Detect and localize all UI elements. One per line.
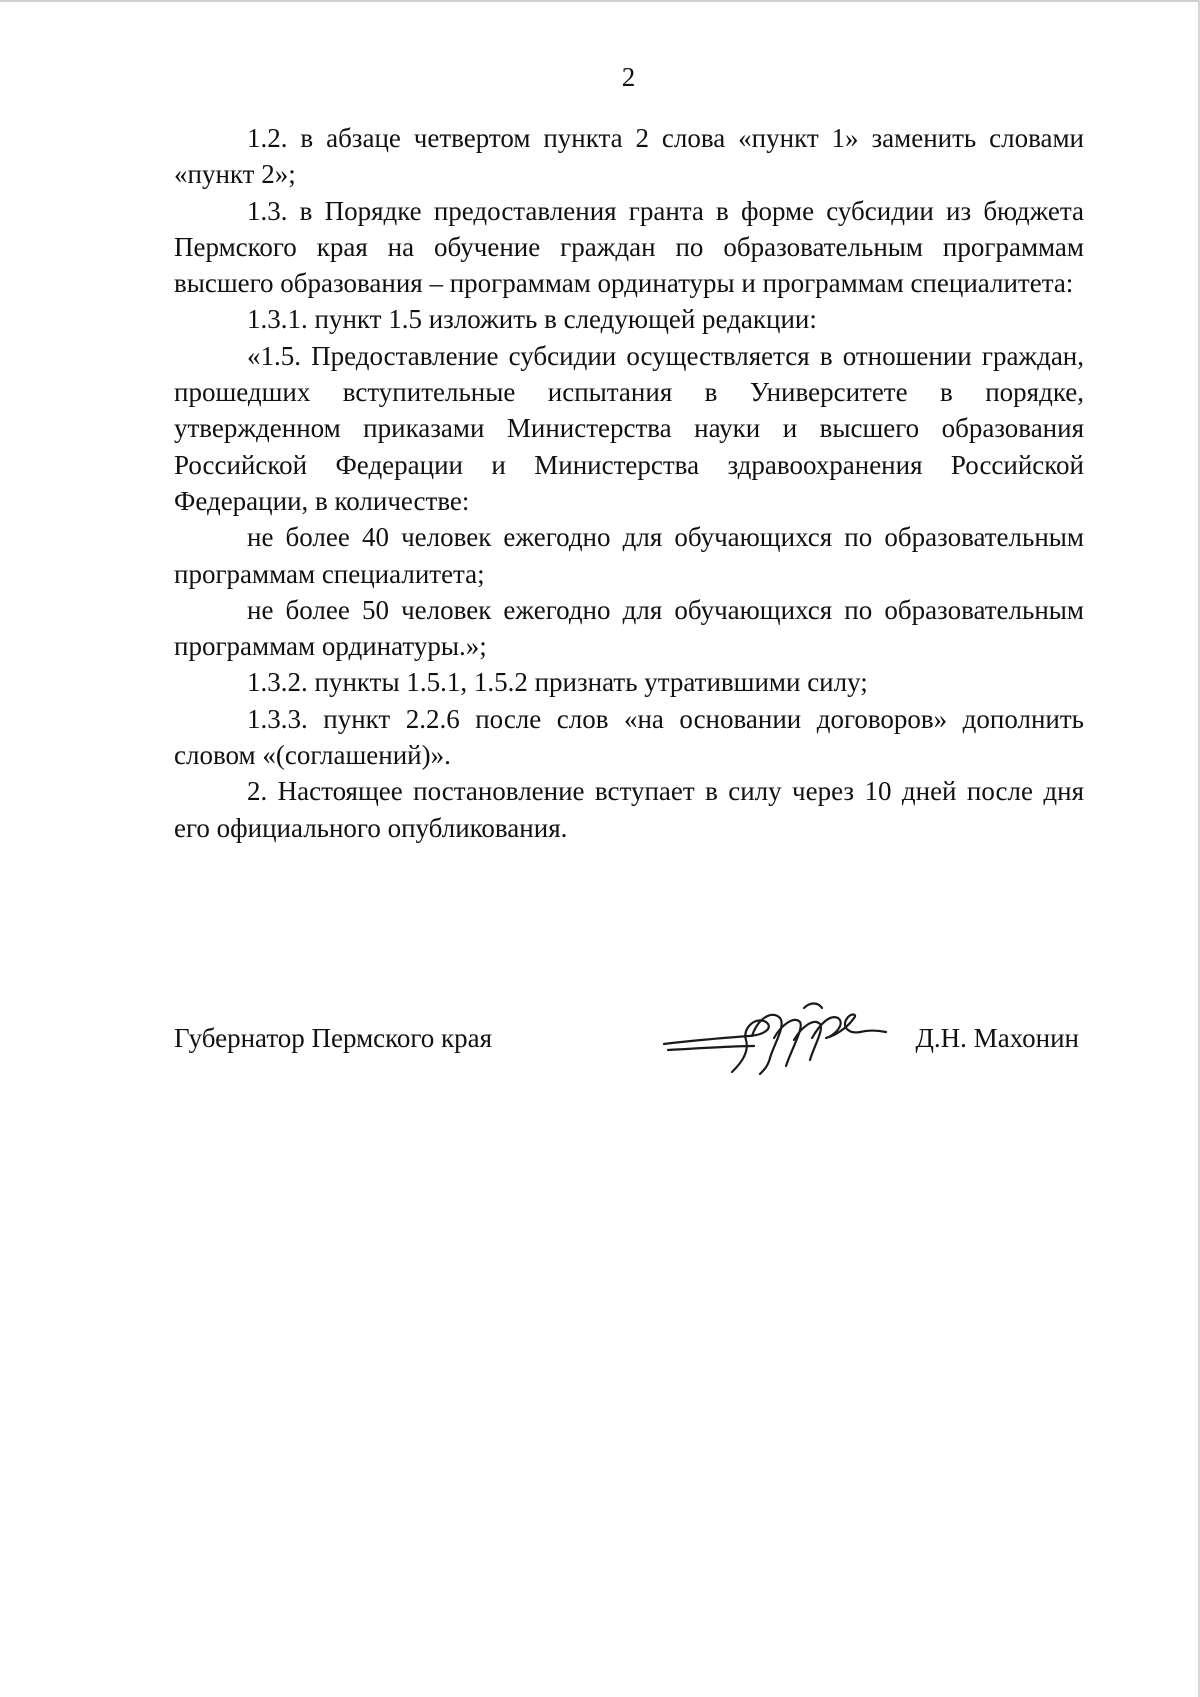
scan-edge-top: [0, 0, 1200, 2]
paragraph-specialty-quota: не более 40 человек ежегодно для обучающихся по образовательным программам специалитета;: [174, 522, 1084, 589]
paragraph-1-5-quote: «1.5. Предоставление субсидии осуществляется в отношении граждан, прошедших вступительные испытания в Университете в порядке, утвержденном приказами Министерства науки и высшего образования Российской Федерации и Министерства здравоохранения Российской Федерации, в количестве:: [174, 340, 1084, 516]
paragraph-1-2: 1.2. в абзаце четвертом пункта 2 слова «пункт 1» заменить словами «пункт 2»;: [174, 123, 1084, 190]
signatory-name: Д.Н. Махонин: [915, 1023, 1079, 1053]
paragraph-1-3-1: 1.3.1. пункт 1.5 изложить в следующей редакции:: [247, 304, 817, 335]
document-body: [174, 120, 1084, 846]
page-number: 2: [621, 62, 636, 92]
signature-block: [174, 1018, 1084, 1078]
paragraph-1-3-3: 1.3.3. пункт 2.2.6 после слов «на основании договоров» дополнить словом «(соглашений)».: [174, 703, 1084, 771]
paragraph-1-3: 1.3. в Порядке предоставления гранта в форме субсидии из бюджета Пермского края на обучение граждан по образовательным программам высшего образования – программам ординатуры и программам специалитета:: [174, 195, 1084, 299]
handwritten-signature-icon: [654, 988, 894, 1078]
paragraph-1-3-2: 1.3.2. пункты 1.5.1, 1.5.2 признать утратившими силу;: [247, 667, 868, 698]
signatory-position: Губернатор Пермского края: [174, 1023, 493, 1053]
paragraph-2-effective-date: 2. Настоящее постановление вступает в силу через 10 дней после дня его официального опубликования.: [174, 776, 1084, 843]
paragraph-residency-quota: не более 50 человек ежегодно для обучающихся по образовательным программам ординатуры.»;: [174, 594, 1084, 662]
